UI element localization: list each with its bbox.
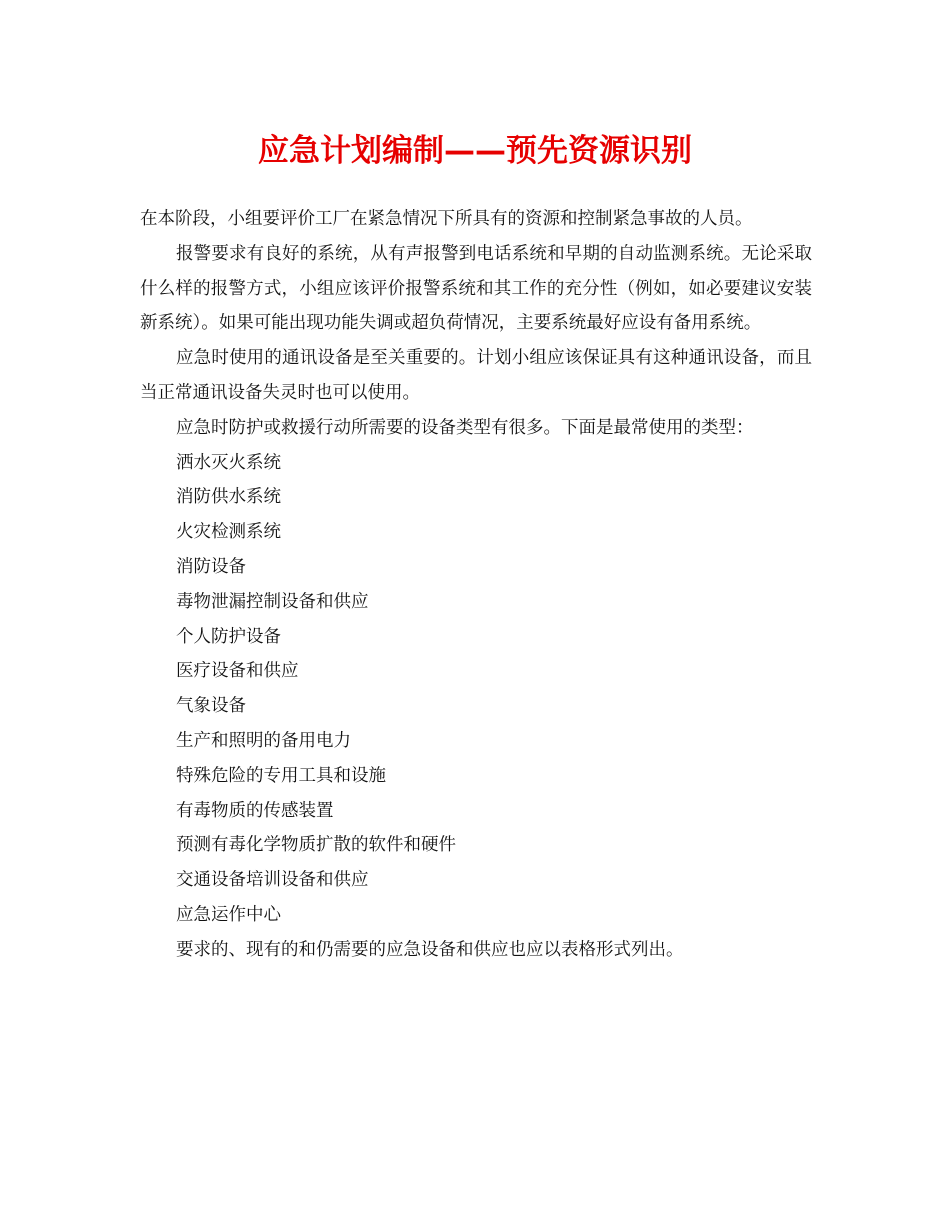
list-item: 预测有毒化学物质扩散的软件和硬件 (176, 835, 456, 856)
list-item: 医疗设备和供应 (176, 661, 299, 682)
document-body (140, 202, 812, 968)
list-item: 交通设备培训设备和供应 (176, 870, 369, 891)
list-item: 应急运作中心 (176, 904, 281, 925)
equipment-list (140, 446, 812, 933)
list-item: 毒物泄漏控制设备和供应 (176, 591, 369, 612)
paragraph: 应急时防护或救援行动所需要的设备类型有很多。下面是最常使用的类型： (176, 417, 754, 438)
paragraph: 在本阶段，小组要评价工厂在紧急情况下所具有的资源和控制紧急事故的人员。 (140, 209, 753, 229)
paragraph: 应急时使用的通讯设备是至关重要的。计划小组应该保证具有这种通讯设备，而且当正常通讯设备失灵时也可以使用。 (140, 348, 812, 403)
list-item: 消防供水系统 (176, 487, 281, 508)
paragraph: 报警要求有良好的系统，从有声报警到电话系统和早期的自动监测系统。无论采取什么样的报警方式，小组应该评价报警系统和其工作的充分性（例如，如必要建议安装新系统）。如果可能出现功能失调或超负荷情况，主要系统最好应设有备用系统。 (140, 243, 812, 334)
list-item: 洒水灭火系统 (176, 452, 281, 473)
list-item: 气象设备 (176, 696, 246, 717)
list-item: 特殊危险的专用工具和设施 (176, 765, 386, 786)
closing-paragraph: 要求的、现有的和仍需要的应急设备和供应也应以表格形式列出。 (176, 939, 684, 960)
document-title: 应急计划编制——预先资源识别 (258, 133, 692, 169)
list-item: 个人防护设备 (176, 626, 281, 647)
list-item: 火灾检测系统 (176, 522, 281, 543)
list-item: 有毒物质的传感装置 (176, 800, 334, 821)
list-item: 消防设备 (176, 556, 246, 577)
list-item: 生产和照明的备用电力 (176, 730, 351, 751)
